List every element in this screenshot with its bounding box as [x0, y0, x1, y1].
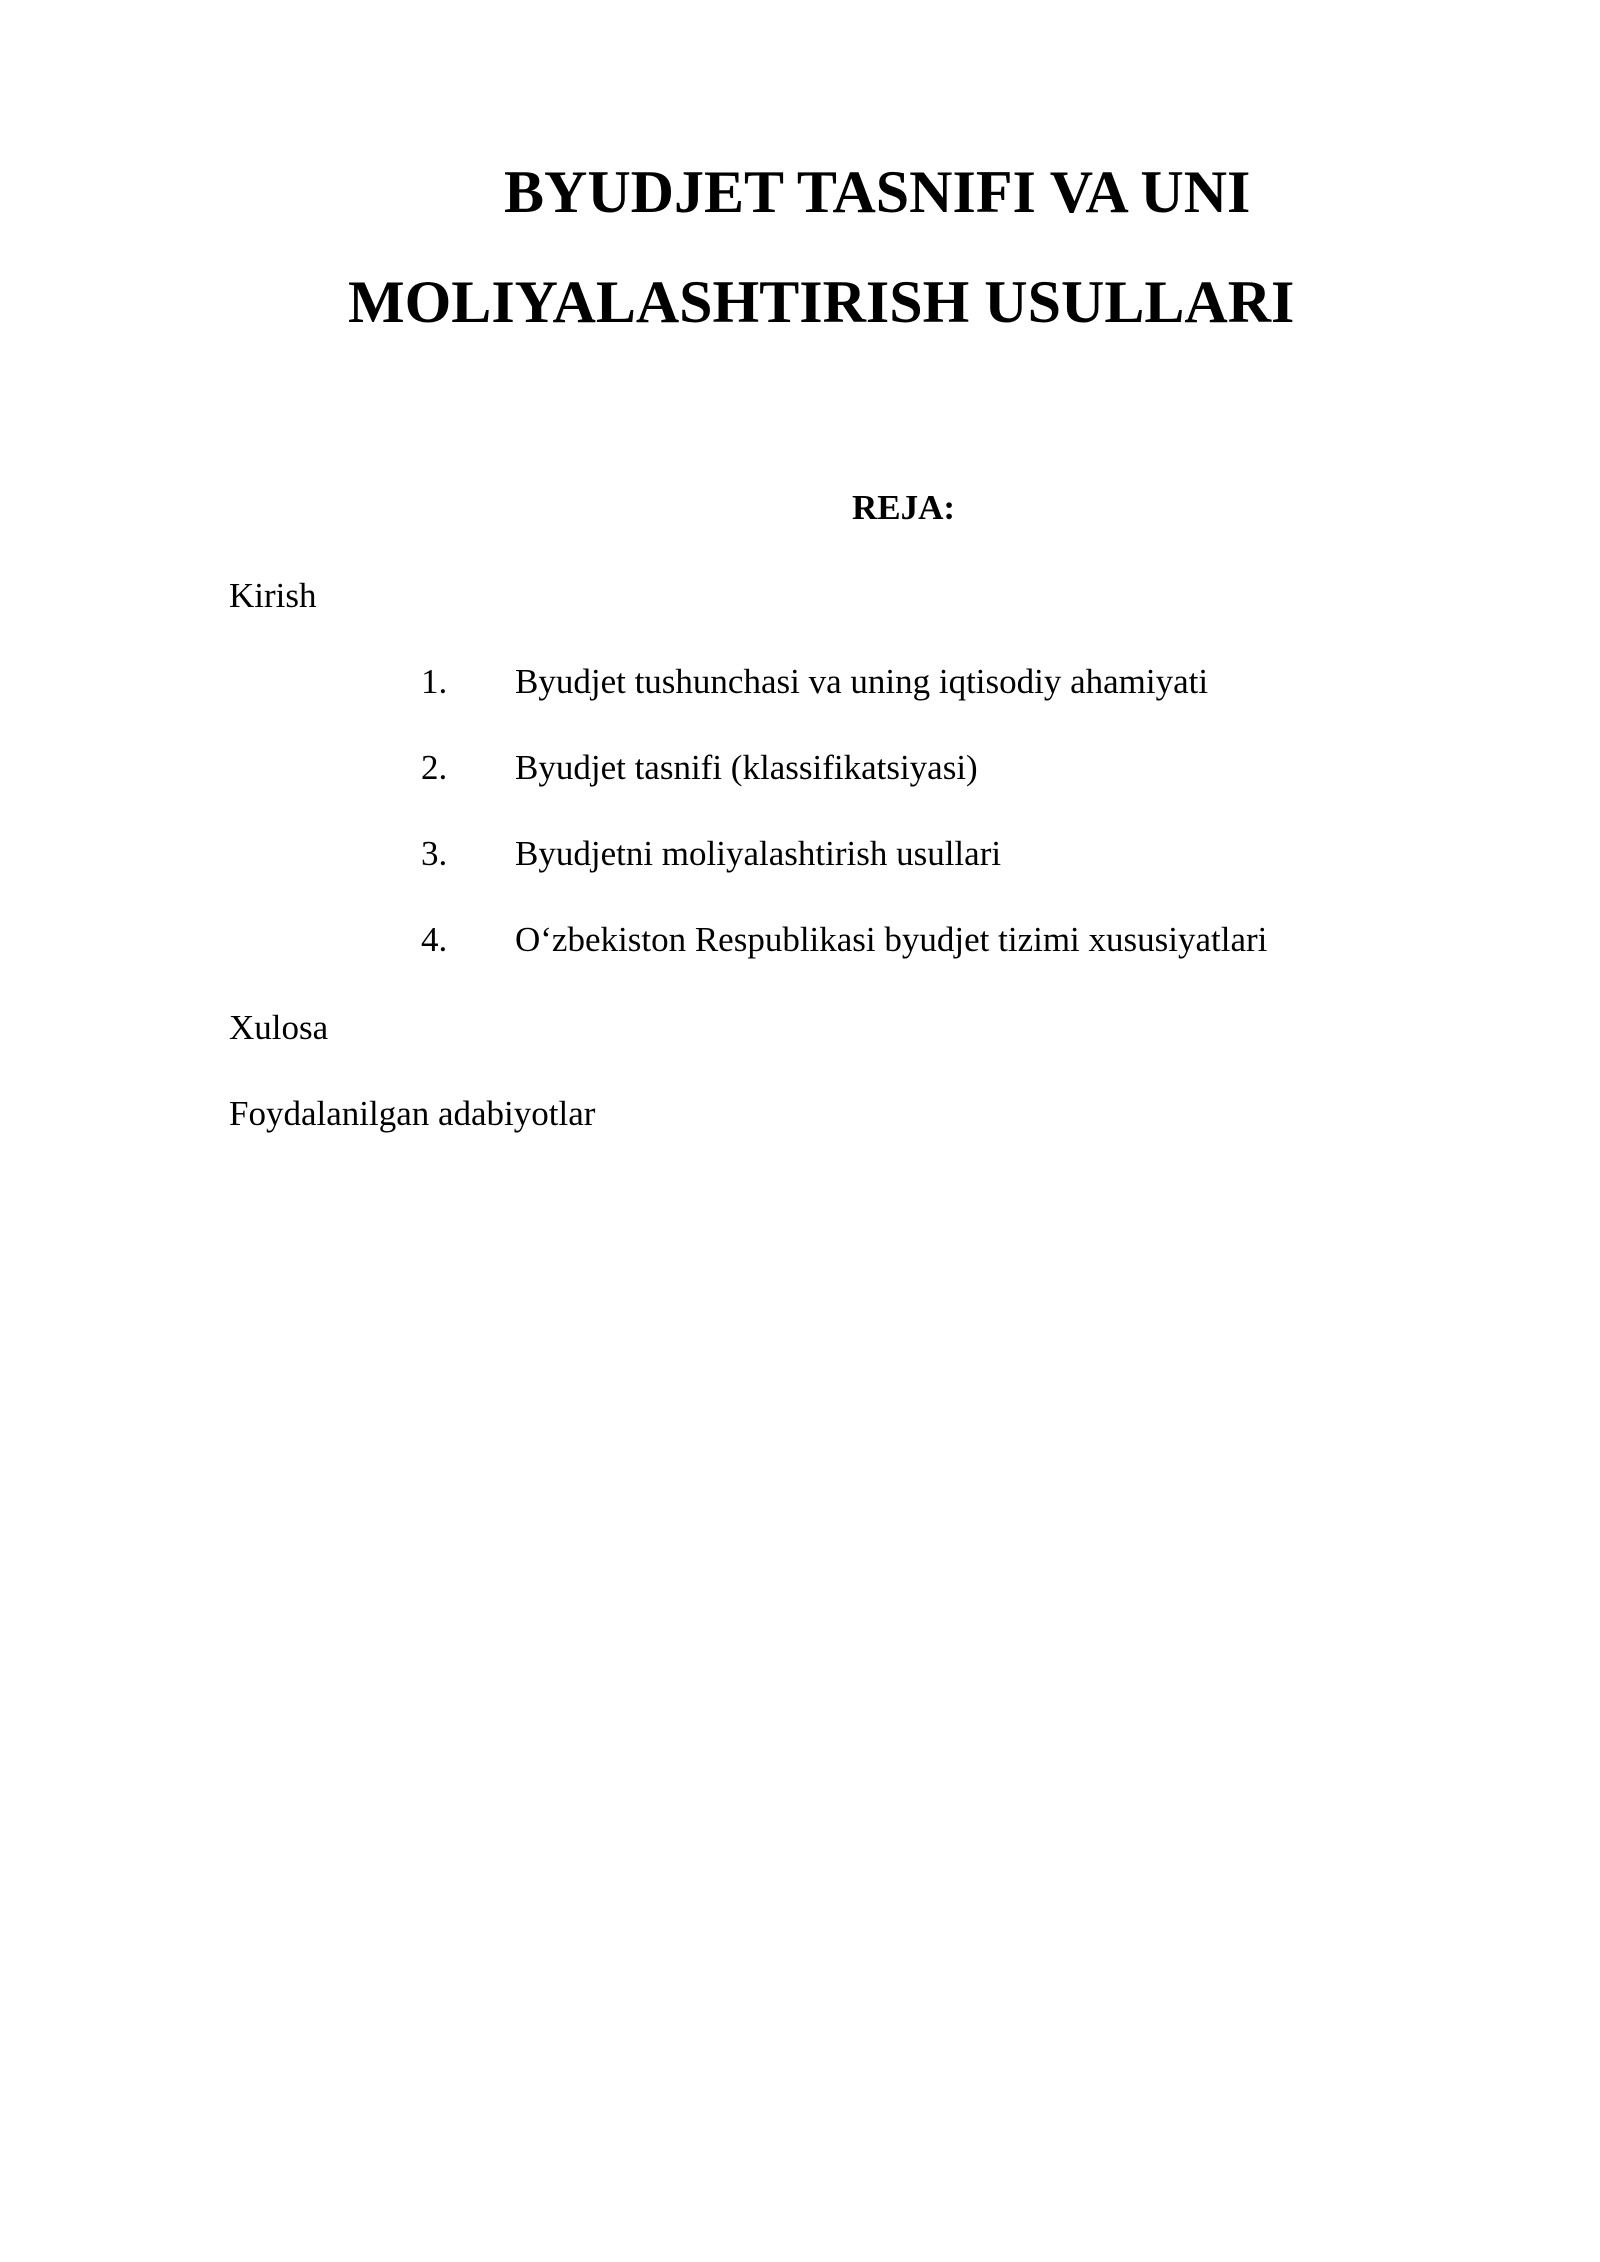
plan-item-text: Byudjetni moliyalashtirish usullari: [515, 834, 1002, 873]
plan-heading: REJA:: [852, 488, 956, 527]
plan-item: [0, 922, 1600, 962]
plan-item-number: 4.: [421, 920, 448, 959]
plan-item-number: 2.: [421, 748, 448, 787]
plan-item-text: O‘zbekiston Respublikasi byudjet tizimi xususiyatlari: [515, 920, 1268, 959]
plan-item: [0, 750, 1600, 790]
plan-item: [0, 664, 1600, 704]
plan-item-text: Byudjet tushunchasi va uning iqtisodiy ahamiyati: [515, 662, 1209, 701]
plan-item-number: 1.: [421, 662, 448, 701]
intro-item: Kirish: [229, 576, 317, 615]
document-title-line-1: BYUDJET TASNIFI VA UNI: [504, 159, 1251, 225]
plan-item-number: 3.: [421, 834, 448, 873]
references-item: Foydalanilgan adabiyotlar: [229, 1094, 596, 1133]
document-title-line-2: MOLIYALASHTIRISH USULLARI: [348, 269, 1295, 335]
plan-item: [0, 836, 1600, 876]
plan-item-text: Byudjet tasnifi (klassifikatsiyasi): [515, 748, 978, 787]
conclusion-item: Xulosa: [229, 1008, 329, 1047]
